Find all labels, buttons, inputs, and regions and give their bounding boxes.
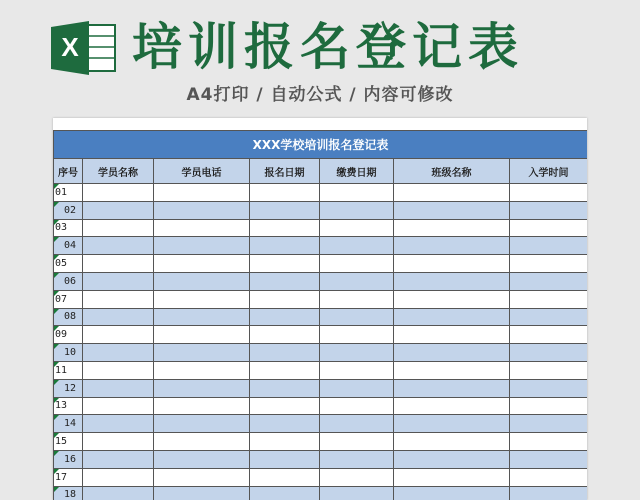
table-row <box>54 450 588 468</box>
table-cell[interactable] <box>394 326 510 344</box>
table-row <box>54 361 588 379</box>
column-header-payment-date: 缴费日期 <box>320 159 394 184</box>
table-cell[interactable] <box>83 468 154 486</box>
table-cell[interactable] <box>250 450 320 468</box>
table-cell[interactable] <box>510 290 588 308</box>
table-cell[interactable] <box>510 219 588 237</box>
table-cell[interactable] <box>250 361 320 379</box>
table-cell[interactable] <box>510 468 588 486</box>
table-cell[interactable] <box>394 184 510 202</box>
table-cell[interactable] <box>83 326 154 344</box>
table-cell[interactable] <box>250 326 320 344</box>
table-cell[interactable] <box>154 219 250 237</box>
column-header-student-phone: 学员电话 <box>154 159 250 184</box>
table-cell[interactable] <box>320 219 394 237</box>
table-cell[interactable] <box>250 468 320 486</box>
row-number-cell[interactable]: 08 <box>54 308 83 326</box>
registration-table <box>53 130 587 500</box>
row-number-cell[interactable]: 10 <box>54 344 83 362</box>
table-cell[interactable] <box>83 184 154 202</box>
table-cell[interactable] <box>394 255 510 273</box>
row-number-cell[interactable]: 18 <box>54 486 83 500</box>
table-cell[interactable] <box>394 415 510 433</box>
table-cell[interactable] <box>250 379 320 397</box>
table-cell[interactable] <box>83 219 154 237</box>
table-cell[interactable] <box>510 486 588 500</box>
table-cell[interactable] <box>250 397 320 415</box>
row-number-cell[interactable]: 06 <box>54 272 83 290</box>
table-cell[interactable] <box>83 415 154 433</box>
table-cell[interactable] <box>154 361 250 379</box>
table-cell[interactable] <box>510 272 588 290</box>
table-cell[interactable] <box>154 433 250 451</box>
table-cell[interactable] <box>250 237 320 255</box>
table-cell[interactable] <box>154 468 250 486</box>
table-cell[interactable] <box>154 415 250 433</box>
table-row <box>54 290 588 308</box>
row-number-cell[interactable]: 05 <box>54 255 83 273</box>
table-row <box>54 468 588 486</box>
column-header-class-name: 班级名称 <box>394 159 510 184</box>
table-cell[interactable] <box>250 201 320 219</box>
table-cell[interactable] <box>394 237 510 255</box>
row-number-cell[interactable]: 15 <box>54 433 83 451</box>
row-number-cell[interactable]: 16 <box>54 450 83 468</box>
table-cell[interactable] <box>154 486 250 500</box>
table-cell[interactable] <box>154 184 250 202</box>
table-cell[interactable] <box>394 290 510 308</box>
page-header <box>0 0 640 118</box>
table-cell[interactable] <box>510 361 588 379</box>
table-cell[interactable] <box>510 397 588 415</box>
table-row <box>54 219 588 237</box>
table-cell[interactable] <box>320 184 394 202</box>
table-row <box>54 326 588 344</box>
table-row <box>54 237 588 255</box>
logo-letter: X <box>61 32 79 62</box>
table-cell[interactable] <box>83 290 154 308</box>
table-cell[interactable] <box>394 272 510 290</box>
table-cell[interactable] <box>83 397 154 415</box>
table-cell[interactable] <box>394 344 510 362</box>
row-number-cell[interactable]: 11 <box>54 361 83 379</box>
table-cell[interactable] <box>394 219 510 237</box>
page-title: 培训报名登记表 <box>132 18 524 76</box>
table-cell[interactable] <box>83 255 154 273</box>
table-row <box>54 433 588 451</box>
table-cell[interactable] <box>320 415 394 433</box>
table-cell[interactable] <box>320 468 394 486</box>
table-row <box>54 486 588 500</box>
row-number-cell[interactable]: 14 <box>54 415 83 433</box>
table-cell[interactable] <box>154 255 250 273</box>
table-cell[interactable] <box>320 272 394 290</box>
table-cell[interactable] <box>83 450 154 468</box>
row-number-cell[interactable]: 04 <box>54 237 83 255</box>
column-header-index: 序号 <box>54 159 83 184</box>
table-cell[interactable] <box>320 344 394 362</box>
table-cell[interactable] <box>83 344 154 362</box>
table-row <box>54 344 588 362</box>
table-cell[interactable] <box>250 290 320 308</box>
column-header-enroll-time: 入学时间 <box>510 159 588 184</box>
table-cell[interactable] <box>83 486 154 500</box>
table-cell[interactable] <box>510 255 588 273</box>
table-cell[interactable] <box>510 184 588 202</box>
row-number-cell[interactable]: 13 <box>54 397 83 415</box>
table-cell[interactable] <box>250 184 320 202</box>
table-cell[interactable] <box>510 344 588 362</box>
row-number-cell[interactable]: 02 <box>54 201 83 219</box>
table-cell[interactable] <box>320 486 394 500</box>
table-cell[interactable] <box>250 219 320 237</box>
table-cell[interactable] <box>320 379 394 397</box>
table-cell[interactable] <box>394 468 510 486</box>
table-cell[interactable] <box>320 201 394 219</box>
table-cell[interactable] <box>83 272 154 290</box>
table-cell[interactable] <box>394 486 510 500</box>
spreadsheet-preview <box>53 118 587 500</box>
table-cell[interactable] <box>154 237 250 255</box>
table-cell[interactable] <box>154 326 250 344</box>
table-cell[interactable] <box>83 201 154 219</box>
table-cell[interactable] <box>154 290 250 308</box>
table-cell[interactable] <box>320 450 394 468</box>
table-cell[interactable] <box>320 326 394 344</box>
table-cell[interactable] <box>250 255 320 273</box>
table-cell[interactable] <box>510 326 588 344</box>
table-cell[interactable] <box>154 397 250 415</box>
table-cell[interactable] <box>154 344 250 362</box>
table-cell[interactable] <box>510 450 588 468</box>
table-body <box>54 184 588 500</box>
table-row <box>54 184 588 202</box>
table-cell[interactable] <box>83 308 154 326</box>
table-cell[interactable] <box>320 308 394 326</box>
row-number-cell[interactable]: 12 <box>54 379 83 397</box>
table-row <box>54 415 588 433</box>
table-cell[interactable] <box>83 361 154 379</box>
table-cell[interactable] <box>320 237 394 255</box>
row-number-cell[interactable]: 07 <box>54 290 83 308</box>
page-subtitle: A4打印 / 自动公式 / 内容可修改 <box>186 85 454 105</box>
table-cell[interactable] <box>154 450 250 468</box>
table-cell[interactable] <box>250 486 320 500</box>
sheet-top-margin <box>53 118 587 130</box>
table-cell[interactable] <box>394 433 510 451</box>
row-number-cell[interactable]: 17 <box>54 468 83 486</box>
excel-icon <box>49 19 119 77</box>
table-cell[interactable] <box>83 433 154 451</box>
table-cell[interactable] <box>394 450 510 468</box>
table-cell[interactable] <box>154 201 250 219</box>
table-row <box>54 379 588 397</box>
table-cell[interactable] <box>320 433 394 451</box>
table-cell[interactable] <box>320 290 394 308</box>
table-cell[interactable] <box>510 433 588 451</box>
table-cell[interactable] <box>394 397 510 415</box>
table-cell[interactable] <box>510 415 588 433</box>
column-header-row <box>54 159 588 184</box>
table-cell[interactable] <box>154 379 250 397</box>
table-cell[interactable] <box>320 361 394 379</box>
table-row <box>54 397 588 415</box>
table-cell[interactable] <box>510 379 588 397</box>
table-cell[interactable] <box>83 379 154 397</box>
table-row <box>54 308 588 326</box>
row-number-cell[interactable]: 09 <box>54 326 83 344</box>
table-cell[interactable] <box>154 308 250 326</box>
table-cell[interactable] <box>394 379 510 397</box>
row-number-cell[interactable]: 03 <box>54 219 83 237</box>
table-cell[interactable] <box>320 397 394 415</box>
row-number-cell[interactable]: 01 <box>54 184 83 202</box>
column-header-student-name: 学员名称 <box>83 159 154 184</box>
table-cell[interactable] <box>250 272 320 290</box>
table-cell[interactable] <box>250 344 320 362</box>
table-cell[interactable] <box>83 237 154 255</box>
table-title: XXX学校培训报名登记表 <box>54 131 588 159</box>
table-cell[interactable] <box>320 255 394 273</box>
table-cell[interactable] <box>250 308 320 326</box>
table-row <box>54 272 588 290</box>
table-row <box>54 255 588 273</box>
table-cell[interactable] <box>510 237 588 255</box>
table-cell[interactable] <box>394 201 510 219</box>
table-cell[interactable] <box>250 415 320 433</box>
table-cell[interactable] <box>510 308 588 326</box>
table-row <box>54 201 588 219</box>
table-cell[interactable] <box>394 308 510 326</box>
table-cell[interactable] <box>510 201 588 219</box>
table-cell[interactable] <box>250 433 320 451</box>
table-cell[interactable] <box>154 272 250 290</box>
table-cell[interactable] <box>394 361 510 379</box>
column-header-signup-date: 报名日期 <box>250 159 320 184</box>
